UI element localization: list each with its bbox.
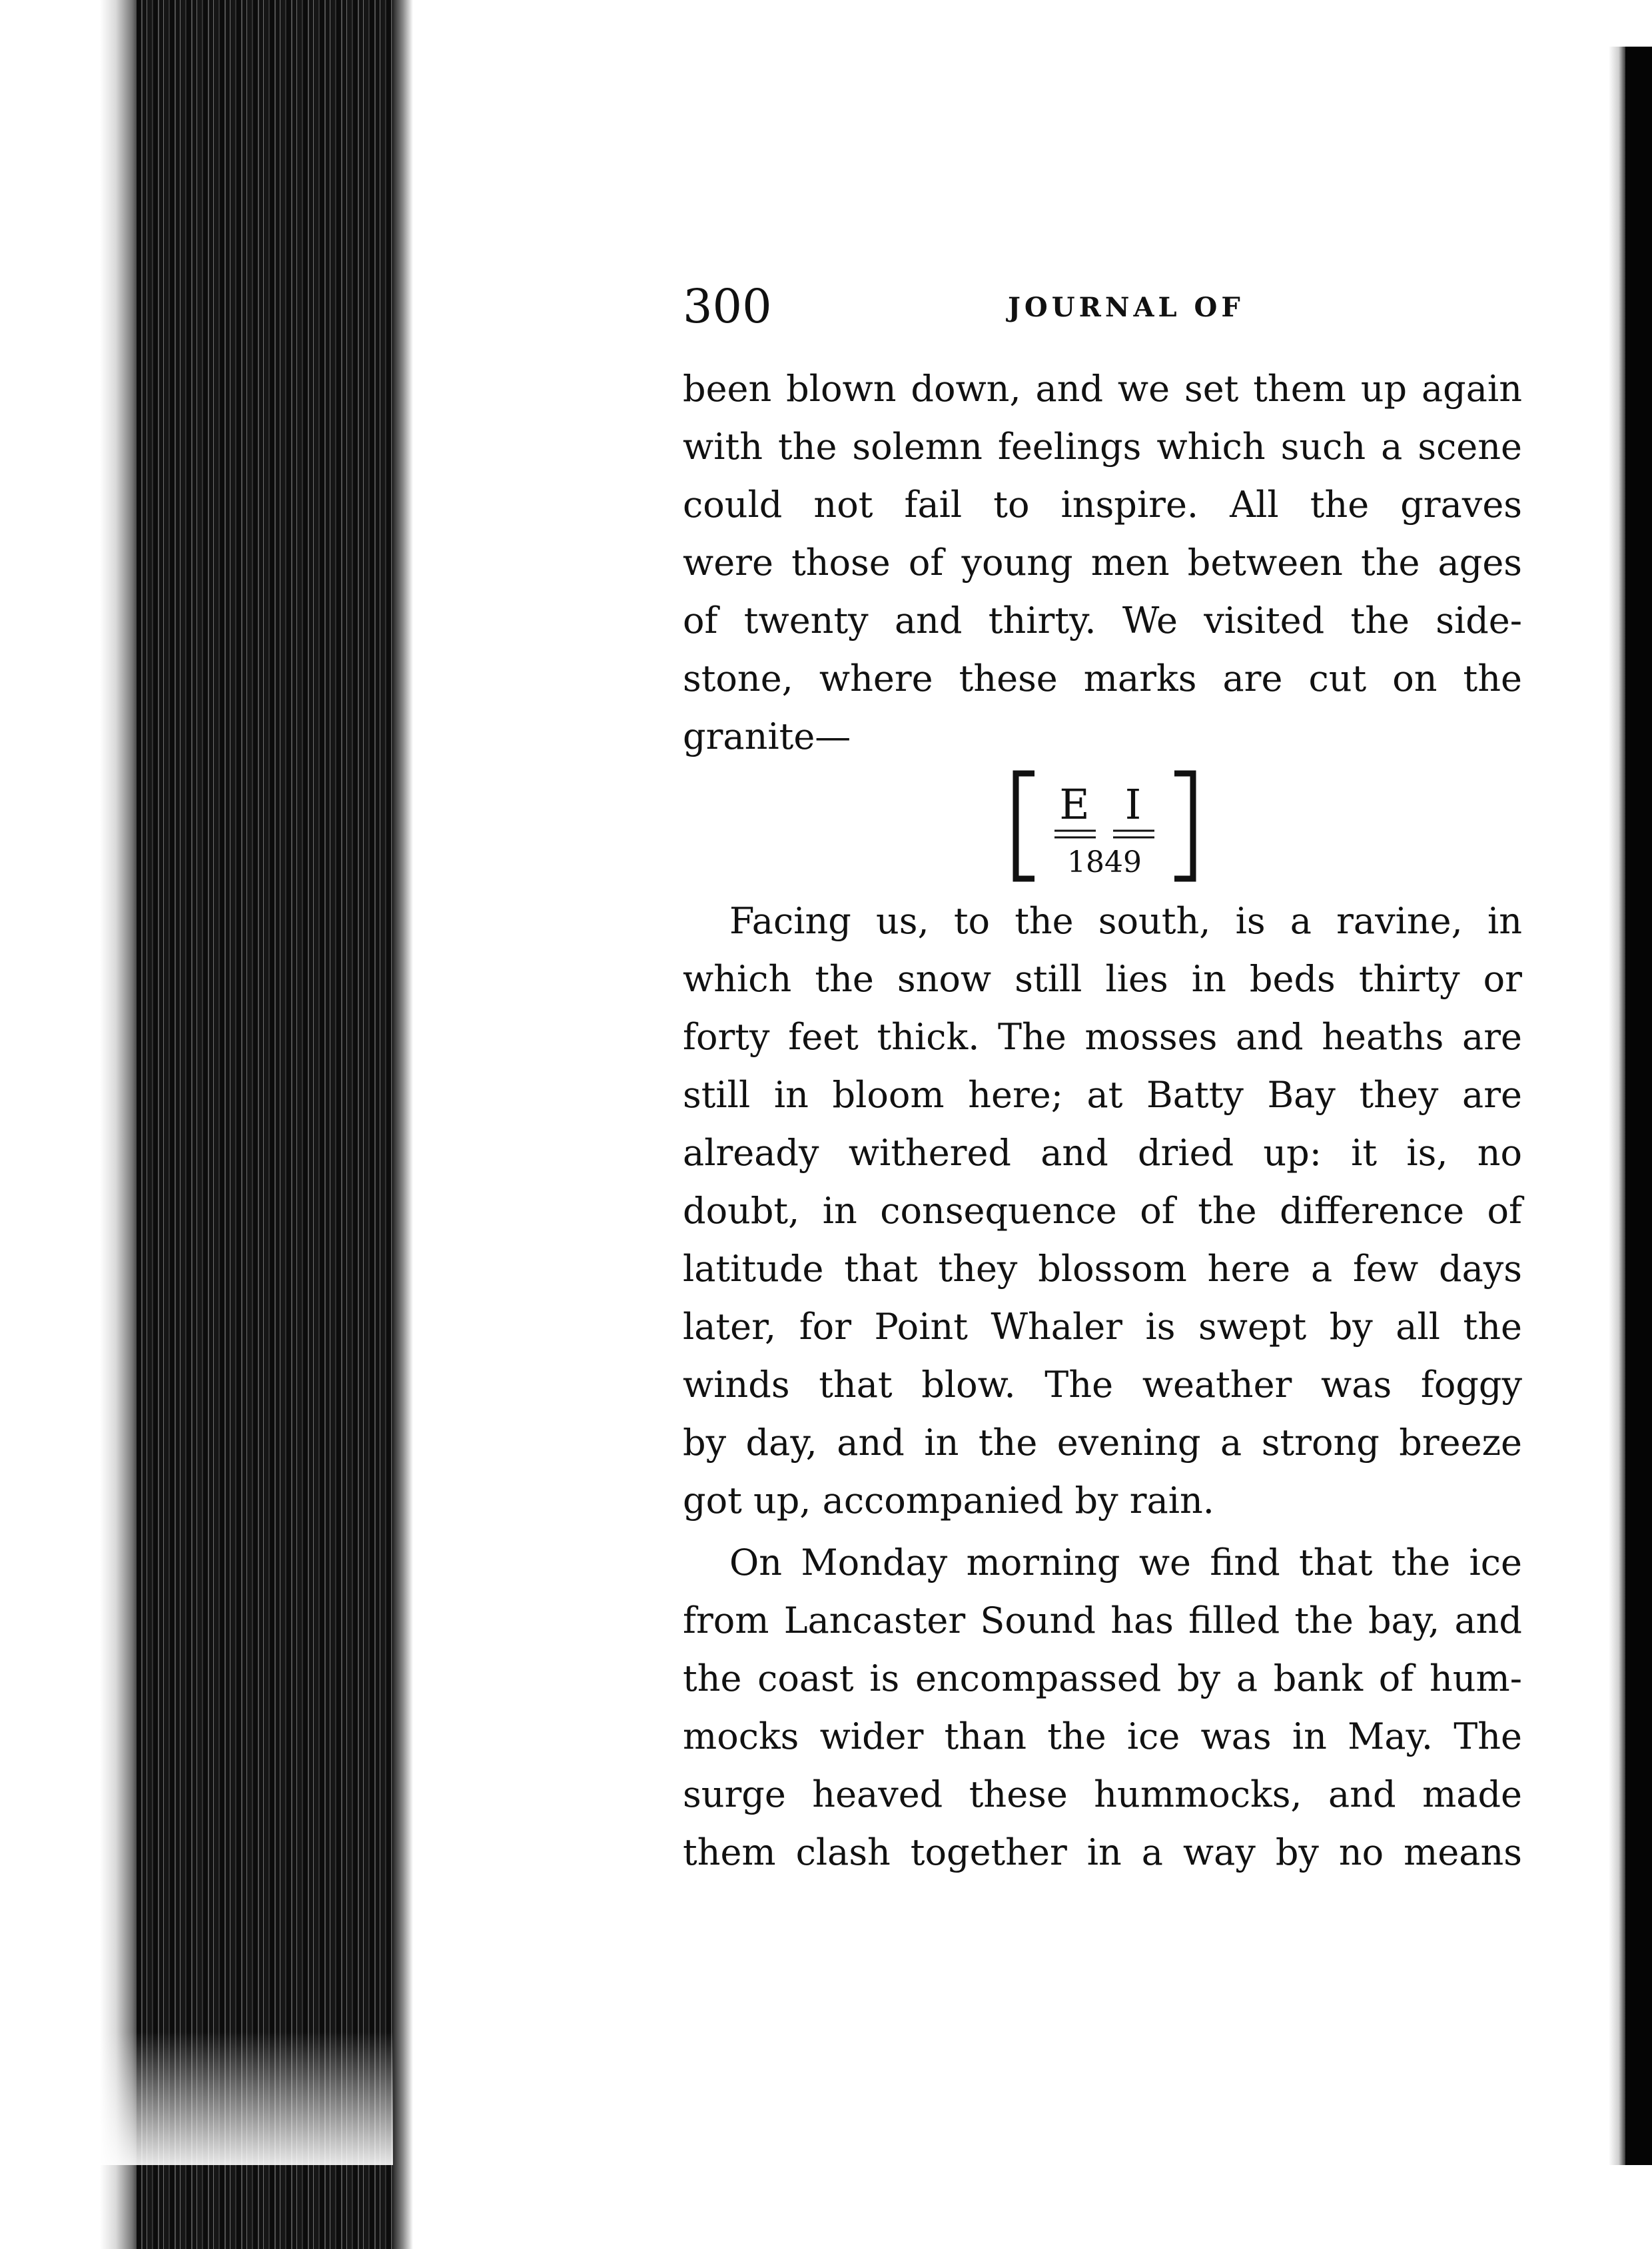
text-line: already withered and dried up: it is, no	[683, 1132, 1522, 1174]
text-line: doubt, in consequence of the difference of	[683, 1190, 1522, 1232]
text-line: latitude that they blossom here a few days	[683, 1248, 1522, 1290]
text-line: them clash together in a way by no means	[683, 1831, 1522, 1873]
page-body	[683, 360, 1522, 1881]
text-line: of twenty and thirty. We visited the side-	[683, 600, 1522, 642]
text-line: with the solemn feelings which such a scene	[683, 426, 1522, 468]
text-line: stone, where these marks are cut on the	[683, 658, 1522, 699]
text-line: granite—	[683, 715, 851, 757]
text-line: Facing us, to the south, is a ravine, in	[729, 900, 1522, 942]
text-line: could not fail to inspire. All the graves	[683, 484, 1522, 526]
text-line: been blown down, and we set them up again	[683, 368, 1522, 410]
text-line: by day, and in the evening a strong breeze	[683, 1422, 1522, 1464]
stone-marks-figure	[683, 765, 1522, 892]
text-line: still in bloom here; at Batty Bay they are	[683, 1074, 1522, 1116]
page-gutter	[393, 0, 413, 2249]
text-line: winds that blow. The weather was foggy	[683, 1364, 1522, 1406]
text-line: surge heaved these hummocks, and made	[683, 1773, 1522, 1815]
paragraph-2	[683, 892, 1522, 1530]
text-line: from Lancaster Sound has filled the bay, and	[683, 1599, 1522, 1641]
text-line: got up, accompanied by rain.	[683, 1480, 1214, 1522]
book-page-stack	[137, 0, 403, 2249]
paragraph-1	[683, 360, 1522, 765]
right-page-edge-shade	[1609, 47, 1625, 2165]
paragraph-3	[683, 1534, 1522, 1881]
text-line: later, for Point Whaler is swept by all the	[683, 1306, 1522, 1348]
stone-mark-letter-e: E	[1059, 780, 1090, 829]
text-line: were those of young men between the ages	[683, 542, 1522, 584]
book-edge-fade	[100, 2032, 403, 2165]
page-header	[683, 273, 1522, 346]
stone-marks-bracket	[1008, 765, 1201, 885]
running-head: JOURNAL OF	[1008, 292, 1244, 323]
right-page-edge	[1625, 47, 1652, 2165]
text-line: mocks wider than the ice was in May. The	[683, 1715, 1522, 1757]
book-edge-shadow	[100, 0, 140, 2249]
text-line: forty feet thick. The mosses and heaths are	[683, 1016, 1522, 1058]
text-line: which the snow still lies in beds thirty or	[683, 958, 1522, 1000]
page-number: 300	[683, 279, 772, 334]
stone-mark-letter-i: I	[1124, 780, 1142, 829]
stone-mark-year: 1849	[1067, 845, 1142, 879]
text-line: On Monday morning we find that the ice	[729, 1542, 1522, 1583]
text-line: the coast is encompassed by a bank of hum-	[683, 1657, 1522, 1699]
